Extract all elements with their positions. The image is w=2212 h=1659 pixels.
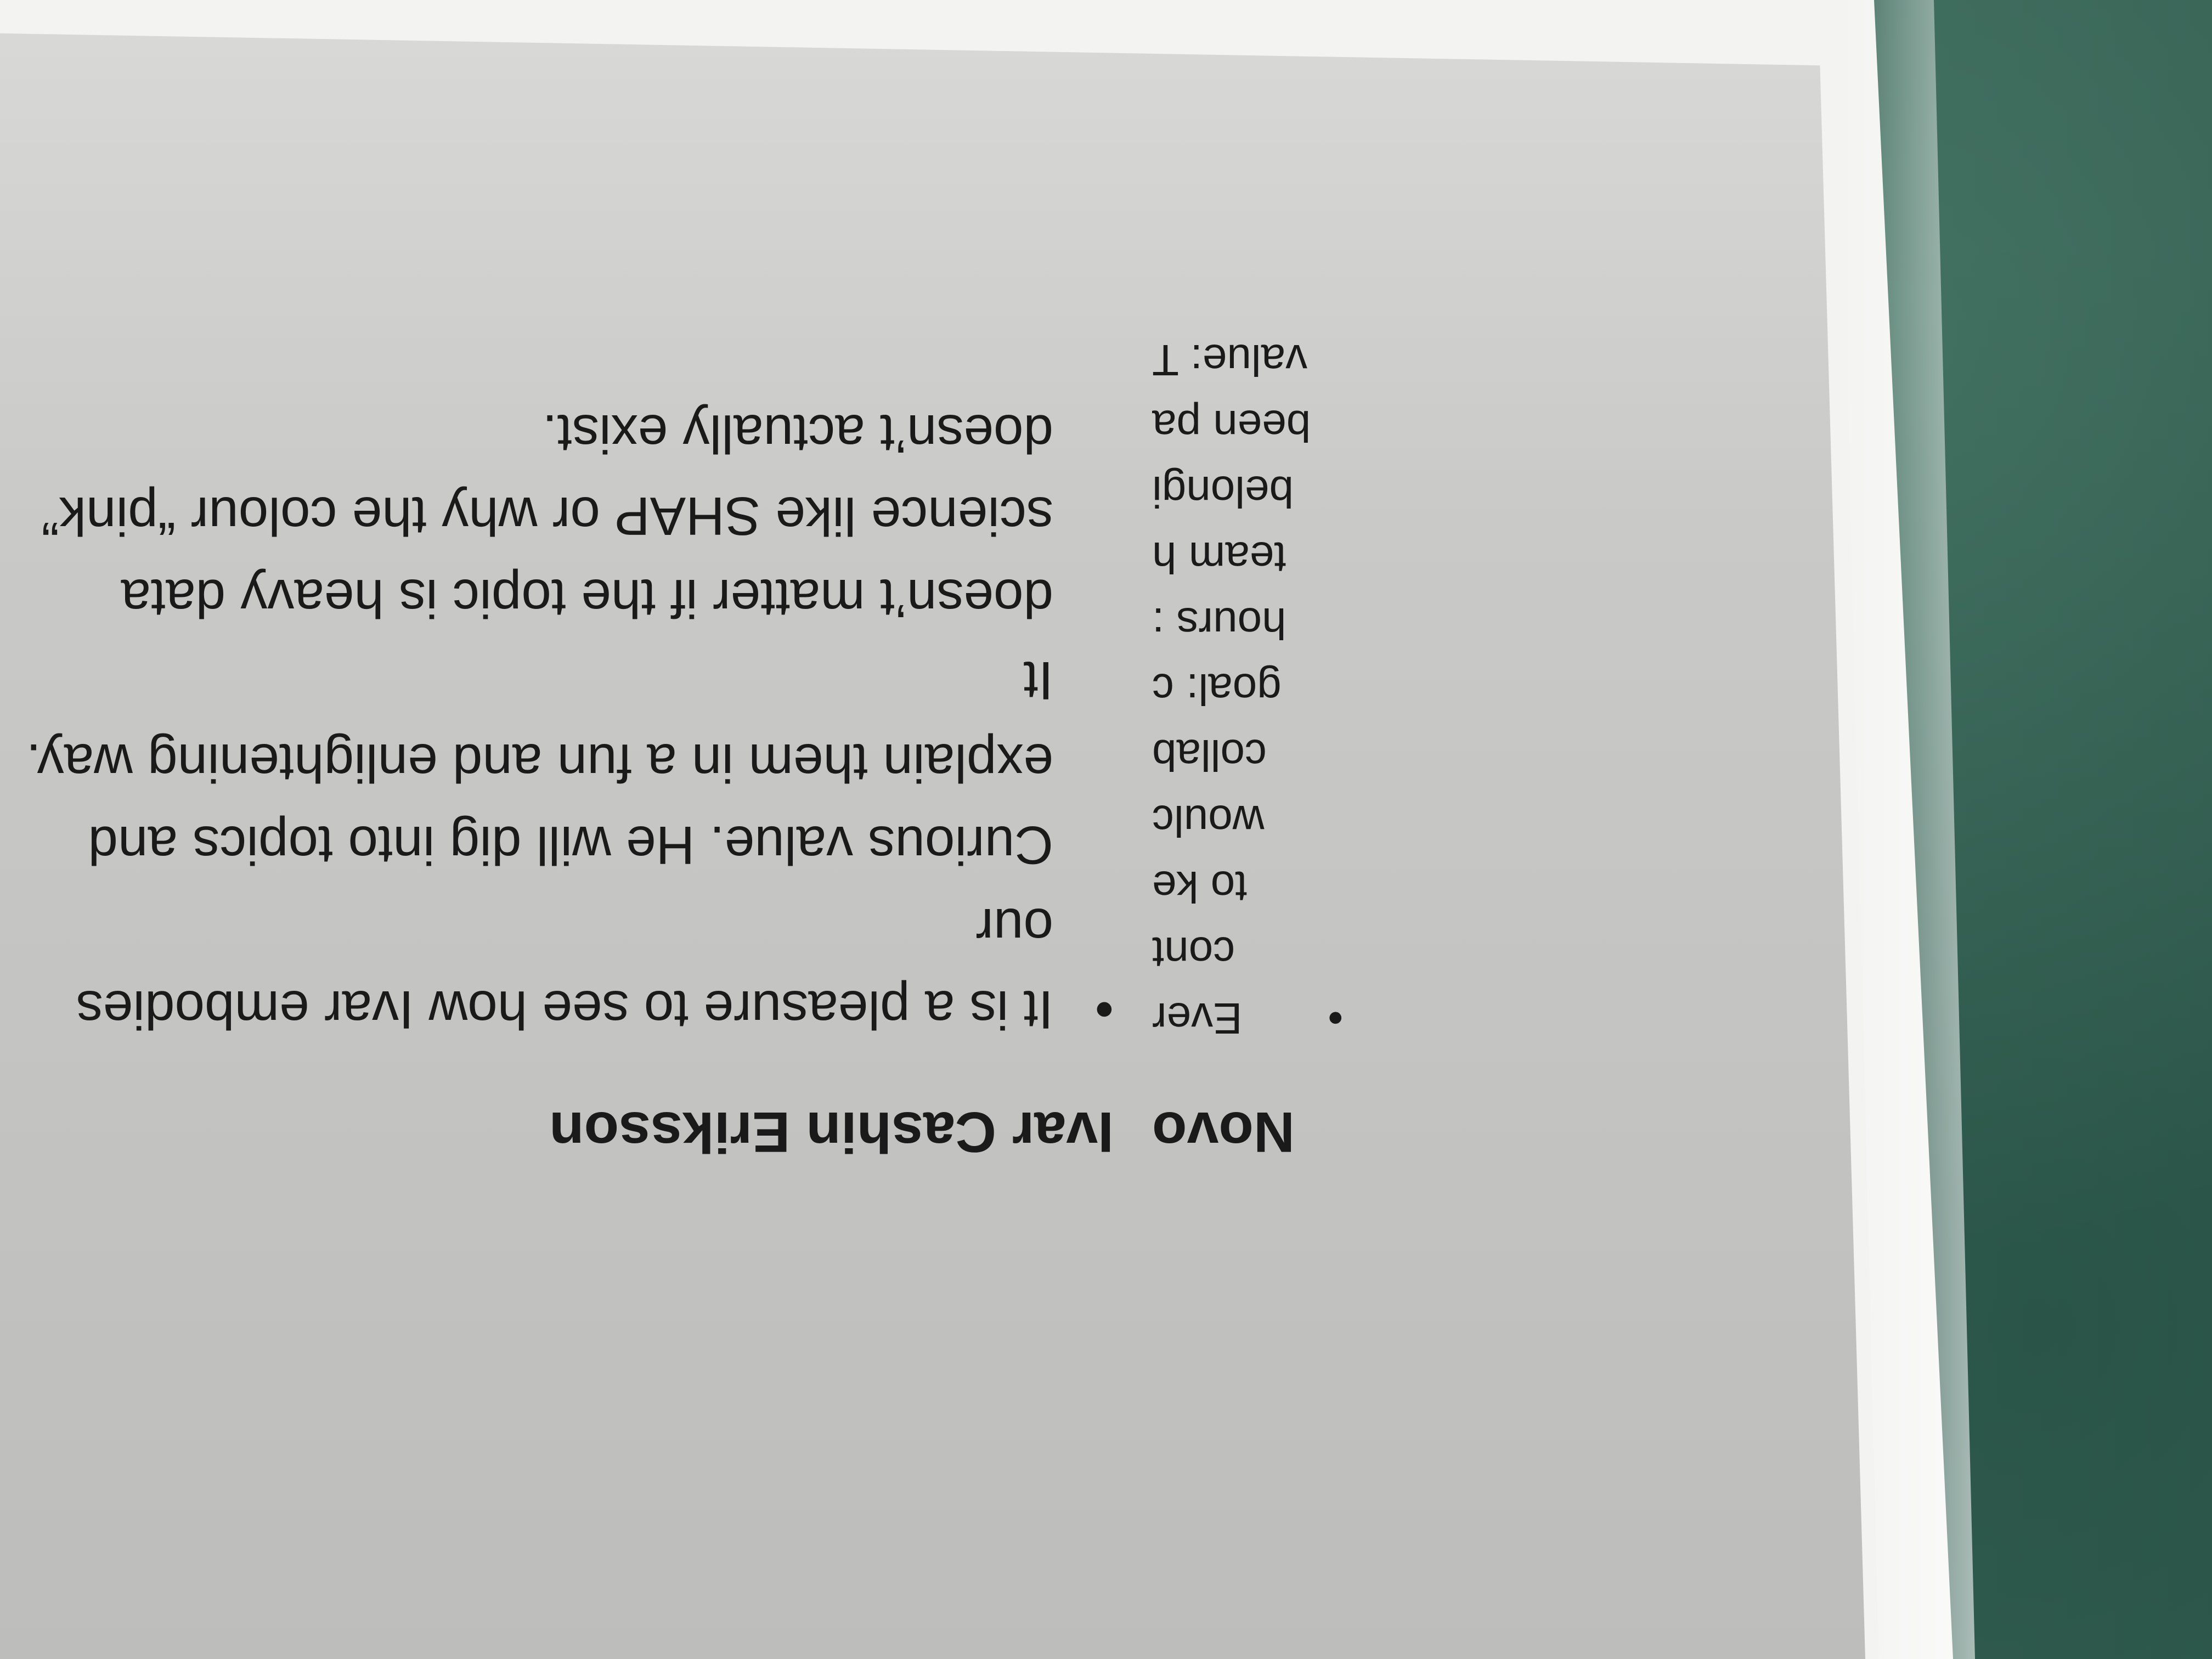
left-bullet-item: [1152, 327, 1810, 1051]
left-heading: Novo: [1152, 1100, 1295, 1164]
right-bullet-item: [16, 393, 1114, 1051]
right-bullet-text: It is a pleasure to see how Ivar embodies our Curious value. He will dig into topics and explain them in a fun and enlightening way. It doesn’t matter if the topic is heavy data science like SHAP or why the colour “pink” doesn’t actually exist.: [26, 403, 1053, 1040]
left-column-partial: [1152, 327, 1810, 1163]
right-column: [16, 393, 1114, 1163]
bullet-marker: •: [1094, 979, 1114, 1040]
left-bullet-text: Ever cont to ke woulc collab goal: c hours : team h belongi been pa value: T: [1152, 335, 1311, 1043]
bullet-marker: •: [1328, 994, 1344, 1043]
upside-down-document-content: [0, 335, 1810, 1164]
person-name: Ivar Cashin Eriksson: [549, 1100, 1114, 1164]
